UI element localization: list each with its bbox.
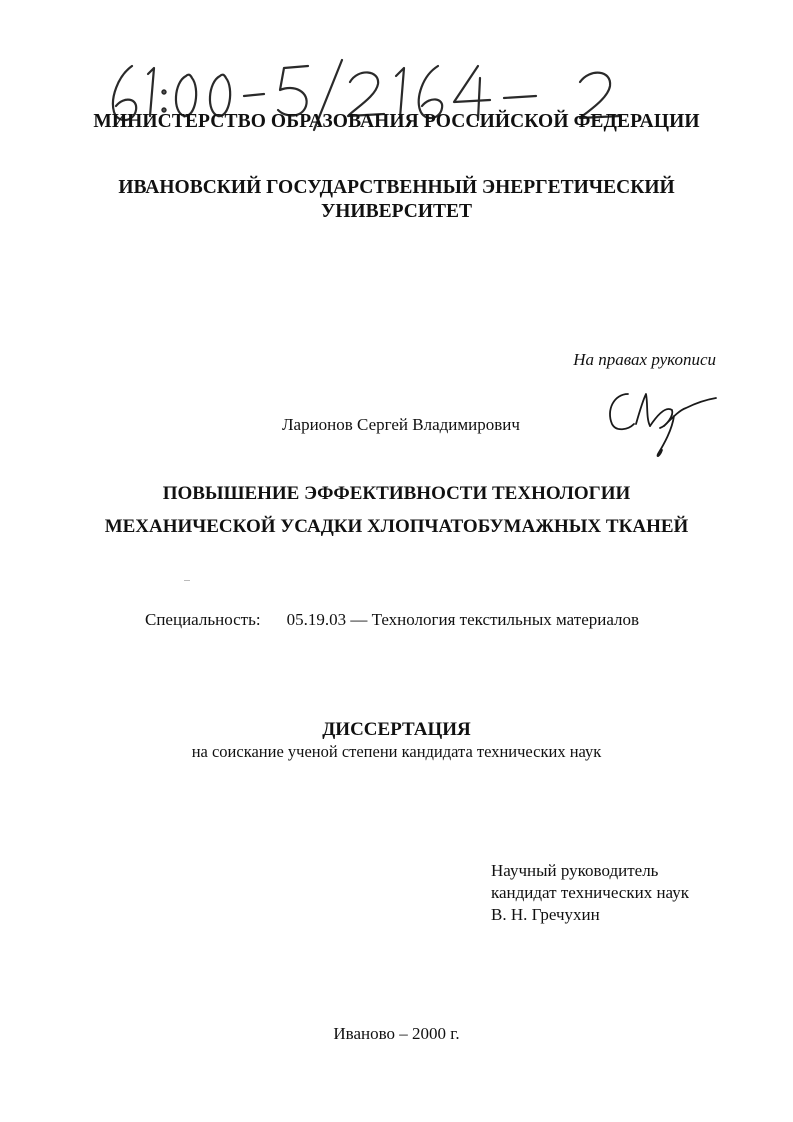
- manuscript-rights-note: На правах рукописи: [573, 350, 716, 369]
- specialty-line: [145, 610, 639, 630]
- paper-speck: [184, 580, 190, 581]
- author-signature: [600, 380, 720, 460]
- place-and-year: Иваново – 2000 г.: [333, 1024, 460, 1043]
- supervisor-block: [491, 860, 689, 926]
- degree-line: на соискание ученой степени кандидата технических наук: [191, 742, 602, 761]
- ministry-header: МИНИСТЕРСТВО ОБРАЗОВАНИЯ РОССИЙСКОЙ ФЕДЕРАЦИИ: [93, 111, 700, 132]
- supervisor-degree: кандидат технических наук: [491, 883, 689, 902]
- supervisor-name: В. Н. Гречухин: [491, 905, 600, 924]
- specialty-label: Специальность:: [145, 610, 261, 629]
- author-name: Ларионов Сергей Владимирович: [282, 415, 520, 434]
- specialty-value: 05.19.03 — Технология текстильных материалов: [286, 610, 640, 629]
- document-type: ДИССЕРТАЦИЯ: [322, 719, 471, 740]
- university-name-line-2: УНИВЕРСИТЕТ: [320, 201, 473, 222]
- thesis-title-line-2: МЕХАНИЧЕСКОЙ УСАДКИ ХЛОПЧАТОБУМАЖНЫХ ТКАНЕЙ: [104, 516, 689, 537]
- university-name: [0, 176, 793, 224]
- thesis-title: [0, 477, 793, 543]
- thesis-title-line-1: ПОВЫШЕНИЕ ЭФФЕКТИВНОСТИ ТЕХНОЛОГИИ: [162, 483, 631, 504]
- university-name-line-1: ИВАНОВСКИЙ ГОСУДАРСТВЕННЫЙ ЭНЕРГЕТИЧЕСКИЙ: [118, 177, 675, 198]
- supervisor-role: Научный руководитель: [491, 861, 659, 880]
